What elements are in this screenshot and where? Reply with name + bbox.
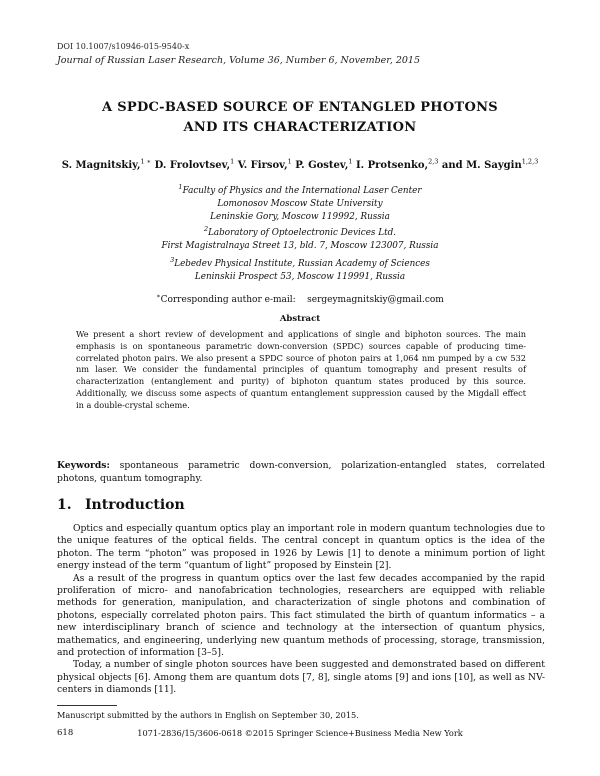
section-title: Introduction bbox=[85, 497, 185, 513]
author: S. Magnitskiy,$^{1 ∗}$ bbox=[61, 158, 152, 172]
corresponding-label: Corresponding author e-mail: bbox=[160, 295, 296, 305]
affiliation-1: $^1$Faculty of Physics and the International Laser Center Lomonosov Moscow State University Leninskie Gory, Moscow 119992, Russia bbox=[178, 183, 422, 222]
abstract-heading: Abstract bbox=[279, 314, 321, 324]
keywords-text: spontaneous parametric down-conversion, polarization-entangled states, correlated photons, quantum tomography. bbox=[57, 460, 546, 484]
affiliation-3: $^3$Lebedev Physical Institute, Russian Academy of Sciences Leninskii Prospect 53, Moscow 119991, Russia bbox=[170, 256, 430, 282]
keywords bbox=[57, 459, 545, 485]
author: I. Protsenko,$^{2,3}$ bbox=[356, 158, 439, 172]
keywords-label: Keywords: bbox=[57, 460, 110, 471]
affiliation-2: $^2$Laboratory of Optoelectronic Devices Ltd. First Magistralnaya Street 13, bld. 7, Moscow 123007, Russia bbox=[161, 225, 439, 251]
title-line-2: AND ITS CHARACTERIZATION bbox=[183, 120, 417, 135]
intro-paragraph: As a result of the progress in quantum optics over the last few decades accompanied by the rapid proliferation of micro- and nanofabrication technologies, researchers are equipped with reliable methods for generation, manipulation, and characterization of single photons and combination of photons, especially correlated photon pairs. This fact stimulated the birth of quantum informatics – a new interdisciplinary branch of science and technology at the intersection of quantum physics, mathematics, and engineering, underlying new quantum methods of processing, storage, transmission, and protection of information [3–5]. bbox=[57, 572, 545, 659]
author: and M. Saygin$^{1,2,3}$ bbox=[441, 158, 539, 172]
corresponding-author: ∗Corresponding author e-mail: sergeymagnitskiy@gmail.com bbox=[156, 292, 444, 305]
paper-title bbox=[40, 98, 560, 138]
abstract-text: We present a short review of development and applications of single and biphoton sources. The main emphasis is on spontaneous parametric down-conversion (SPDC) sources capable of producing time-correlated photon pairs. We also present a SPDC source of photon pairs at 1,064 nm pumped by a cw 532 nm laser. We consider the fundamental principles of quantum tomography and present results of characterization (entanglement and purity) of biphoton quantum states produced by this source. Additionally, we discuss some aspects of quantum entanglement suppression caused by the Migdall effect in a double-crystal scheme. bbox=[76, 329, 526, 410]
intro-paragraph: Optics and especially quantum optics play an important role in modern quantum technologies due to the unique features of the optical fields. The central concept in quantum optics is the idea of the photon. The term “photon” was proposed in 1926 by Lewis [1] to denote a minimum portion of light energy instead of the term “quantum of light” proposed by Einstein [2]. bbox=[57, 523, 545, 572]
intro-paragraph: Today, a number of single photon sources have been suggested and demonstrated based on different physical objects [6]. Among them are quantum dots [7, 8], single atoms [9] and ions [10], as well as NV-centers in diamonds [11]. bbox=[57, 659, 545, 696]
doi: DOI 10.1007/s10946-015-9540-x bbox=[57, 42, 190, 51]
section-number: 1. bbox=[57, 497, 72, 513]
introduction-body bbox=[57, 523, 545, 697]
author: V. Firsov,$^1$ bbox=[237, 158, 292, 172]
page-number: 618 bbox=[57, 728, 74, 738]
corresponding-email[interactable]: sergeymagnitskiy@gmail.com bbox=[307, 295, 444, 305]
author-list bbox=[40, 158, 560, 171]
copyright-line: 1071-2836/15/3606-0618 ©2015 Springer Science+Business Media New York bbox=[137, 728, 463, 738]
author: P. Gostev,$^1$ bbox=[295, 158, 353, 172]
author: D. Frolovtsev,$^1$ bbox=[154, 158, 235, 172]
section-heading bbox=[57, 497, 185, 513]
title-line-1: A SPDC-BASED SOURCE OF ENTANGLED PHOTONS bbox=[101, 100, 498, 115]
journal-citation: Journal of Russian Laser Research, Volume 36, Number 6, November, 2015 bbox=[57, 55, 421, 66]
footnote-rule bbox=[57, 705, 117, 706]
manuscript-footnote: Manuscript submitted by the authors in English on September 30, 2015. bbox=[57, 710, 359, 720]
